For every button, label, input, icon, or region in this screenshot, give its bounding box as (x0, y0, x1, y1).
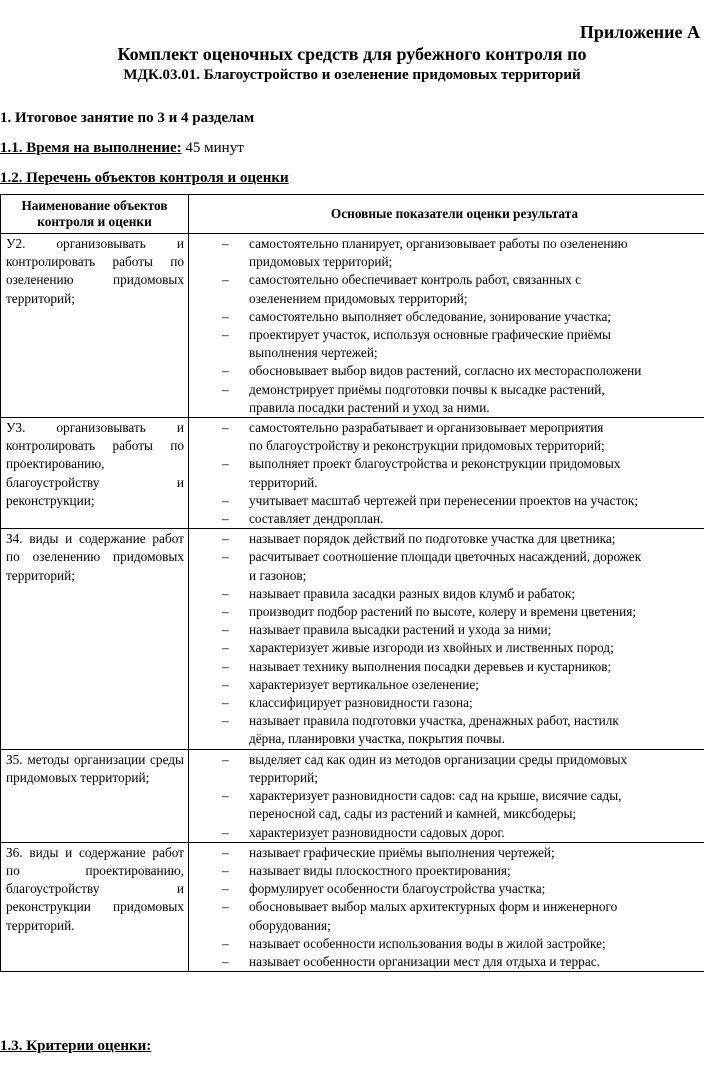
indicator-item-continued: правила посадки растений и уход за ними. (249, 399, 490, 415)
indicator-item-continued: выполнения чертежей; (249, 345, 378, 361)
indicator-item: – самостоятельно планирует, организовывает работы по озеленению (189, 235, 704, 253)
indicator-list (189, 843, 704, 971)
indicator-item-continued: оборудования; (249, 917, 331, 933)
document-title: Комплект оценочных средств для рубежного контроля по (117, 44, 587, 64)
indicator-item-continued: придомовых территорий; (249, 254, 393, 270)
indicator-item-continued: территорий; (249, 769, 318, 785)
table-row (1, 234, 704, 418)
indicator-list (189, 529, 704, 748)
indicator-list (189, 750, 704, 842)
indicator-item: – демонстрирует приёмы подготовки почвы к высадке растений, (189, 381, 704, 399)
indicator-item-continued: переносной сад, сады из растений и камней, миксбодеры; (249, 806, 577, 822)
indicator-item: – характеризует разновидности садовых дорог. (189, 824, 704, 842)
section-heading: 1. Итоговое занятие по 3 и 4 разделам (0, 110, 255, 126)
indicator-item: – самостоятельно выполняет обследование, зонирование участка; (189, 308, 704, 326)
table-header-row (1, 195, 704, 234)
indicators-cell (189, 529, 704, 749)
time-value: 45 минут (181, 140, 244, 156)
column-header-indicators: Основные показатели оценки результата (189, 195, 704, 234)
indicator-list (189, 418, 704, 528)
criteria-heading: 1.3. Критерии оценки: (0, 1038, 152, 1054)
control-object-cell: У3. организовывать и контролировать работы по проектированию, благоустройству и реконструкции; (1, 418, 189, 529)
appendix-label: Приложение А (579, 22, 700, 42)
indicators-cell (189, 418, 704, 529)
table-row (1, 842, 704, 971)
indicator-item-continued: по благоустройству и реконструкции придомовых территорий; (249, 438, 605, 454)
indicator-item: – классифицирует разновидности газона; (189, 694, 704, 712)
indicator-item: – характеризует вертикальное озеленение; (189, 676, 704, 694)
indicator-item: – называет особенности организации мест для отдыха и террас. (189, 953, 704, 971)
indicator-item: – расчитывает соотношение площади цветочных насаждений, дорожек (189, 548, 704, 566)
control-objects-table (0, 194, 704, 972)
indicator-item: – проектирует участок, используя основные графические приёмы (189, 326, 704, 344)
time-line (0, 140, 244, 157)
indicator-item: – самостоятельно обеспечивает контроль работ, связанных с (189, 271, 704, 289)
control-object-cell: З6. виды и содержание работ по проектированию, благоустройству и реконструкции придомовых территорий. (1, 842, 189, 971)
table-row (1, 418, 704, 529)
indicators-cell (189, 749, 704, 842)
indicator-item-continued: и газонов; (249, 567, 307, 583)
indicators-cell (189, 842, 704, 971)
time-label: 1.1. Время на выполнение: (0, 140, 182, 156)
control-list-heading: 1.2. Перечень объектов контроля и оценки (0, 170, 289, 186)
document-subtitle: МДК.03.01. Благоустройство и озеленение придомовых территорий (123, 67, 581, 83)
indicator-item-continued: территорий. (249, 474, 318, 490)
column-header-objects: Наименование объектов контроля и оценки (1, 195, 189, 234)
indicator-item: – называет правила засадки разных видов клумб и рабаток; (189, 585, 704, 603)
table-row (1, 749, 704, 842)
indicator-item: – называет особенности использования воды в жилой застройке; (189, 935, 704, 953)
indicator-item: – производит подбор растений по высоте, колеру и времени цветения; (189, 603, 704, 621)
control-object-cell: З5. методы организации среды придомовых территорий; (1, 749, 189, 842)
indicator-item: – называет графические приёмы выполнения чертежей; (189, 844, 704, 862)
indicator-item: – характеризует разновидности садов: сад на крыше, висячие сады, (189, 787, 704, 805)
indicator-item: – называет правила подготовки участка, дренажных работ, настилк (189, 712, 704, 730)
indicator-item: – выделяет сад как один из методов организации среды придомовых (189, 751, 704, 769)
indicator-item: – составляет дендроплан. (189, 510, 704, 528)
indicator-item: – самостоятельно разрабатывает и организовывает мероприятия (189, 419, 704, 437)
indicator-list (189, 234, 704, 417)
control-object-cell: У2. организовывать и контролировать работы по озеленению придомовых территорий; (1, 234, 189, 418)
indicator-item: – характеризует живые изгороди из хвойных и лиственных пород; (189, 639, 704, 657)
indicator-item: – называет виды плоскостного проектирования; (189, 862, 704, 880)
indicator-item-continued: дёрна, планировки участка, покрытия почвы. (249, 731, 505, 747)
indicator-item: – учитывает масштаб чертежей при перенесении проектов на участок; (189, 492, 704, 510)
indicator-item: – обосновывает выбор малых архитектурных форм и инженерного (189, 898, 704, 916)
indicators-cell (189, 234, 704, 418)
indicator-item: – называет правила высадки растений и ухода за ними; (189, 621, 704, 639)
indicator-item: – выполняет проект благоустройства и реконструкции придомовых (189, 455, 704, 473)
control-object-cell: З4. виды и содержание работ по озеленению придомовых территорий; (1, 529, 189, 749)
indicator-item: – обосновывает выбор видов растений, согласно их месторасположени (189, 362, 704, 380)
table-row (1, 529, 704, 749)
indicator-item-continued: озеленением придомовых территорий; (249, 290, 468, 306)
indicator-item: – называет технику выполнения посадки деревьев и кустарников; (189, 658, 704, 676)
indicator-item: – формулирует особенности благоустройства участка; (189, 880, 704, 898)
indicator-item: – называет порядок действий по подготовке участка для цветника; (189, 530, 704, 548)
